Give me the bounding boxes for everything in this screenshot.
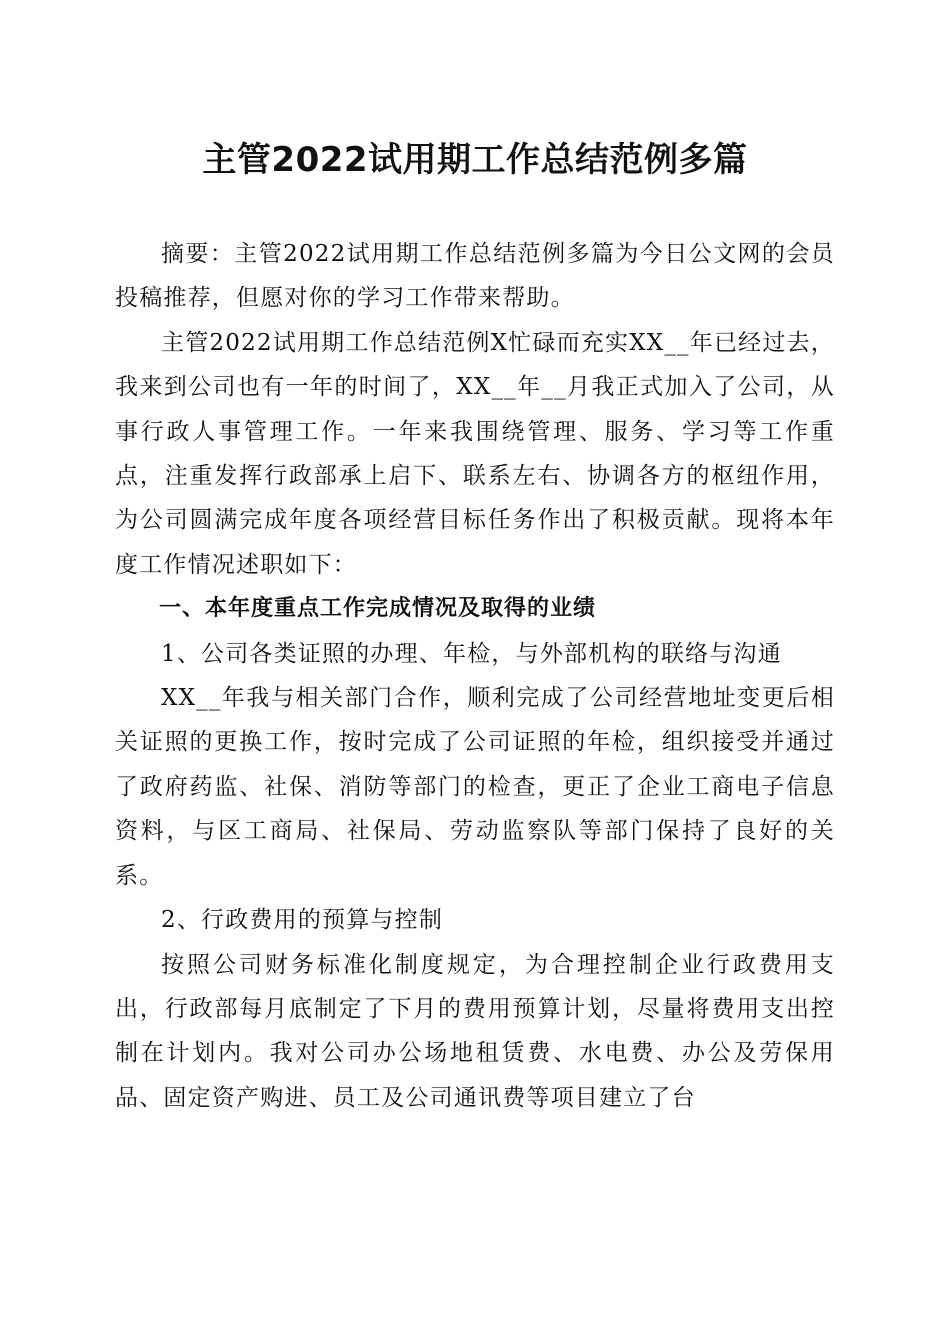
abstract-paragraph: 摘要：主管2022试用期工作总结范例多篇为今日公文网的会员投稿推荐，但愿对你的学习工作带来帮助。 [115,241,835,312]
document-title: 主管2022试用期工作总结范例多篇 [202,140,748,180]
item-2-title: 2、行政费用的预算与控制 [161,907,444,934]
document-body [115,232,835,1120]
intro-paragraph: 主管2022试用期工作总结范例X忙碌而充实XX__年已经过去，我来到公司也有一年的时间了，XX__年__月我正式加入了公司，从事行政人事管理工作。一年来我围绕管理、服务、学习等工作重点，注重发挥行政部承上启下、联系左右、协调各方的枢纽作用，为公司圆满完成年度各项经营目标任务作出了积极贡献。现将本年度工作情况述职如下： [115,329,835,578]
section-heading: 一、本年度重点工作完成情况及取得的业绩 [159,596,597,622]
item-1-body: XX__年我与相关部门合作，顺利完成了公司经营地址变更后相关证照的更换工作，按时完成了公司证照的年检，组织接受并通过了政府药监、社保、消防等部门的检查，更正了企业工商电子信息资料，与区工商局、社保局、劳动监察队等部门保持了良好的关系。 [115,685,835,889]
item-1-title: 1、公司各类证照的办理、年检，与外部机构的联络与沟通 [161,640,782,667]
item-2-body: 按照公司财务标准化制度规定，为合理控制企业行政费用支出，行政部每月底制定了下月的费用预算计划，尽量将费用支出控制在计划内。我对公司办公场地租赁费、水电费、办公及劳保用品、固定资产购进、员工及公司通讯费等项目建立了台 [115,951,835,1111]
